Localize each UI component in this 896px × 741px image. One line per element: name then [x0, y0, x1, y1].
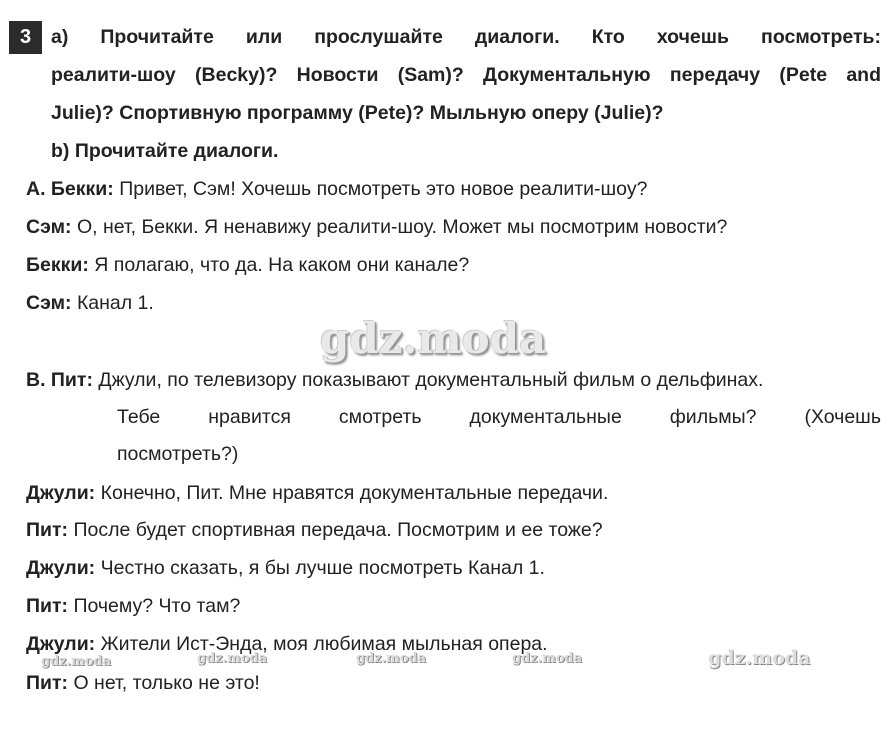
speech-text: О нет, только не это!	[73, 672, 260, 694]
dialogue-line	[26, 594, 240, 618]
task-a-line-3: Julie)? Спортивную программу (Pete)? Мыльную оперу (Julie)?	[51, 102, 664, 124]
dialogue-line	[26, 177, 647, 201]
speech-text: Жители Ист-Энда, моя любимая мыльная опера.	[100, 633, 548, 655]
speaker-label: Джули:	[26, 633, 96, 655]
watermark-main: gdz.moda	[320, 314, 547, 363]
speaker-label: Пит:	[26, 595, 69, 617]
watermark-small: gdz.moda	[356, 651, 427, 666]
watermark-right: gdz.moda	[708, 647, 811, 669]
dialogue-line	[26, 518, 603, 542]
speech-text: Почему? Что там?	[73, 595, 241, 617]
speaker-label: Бекки:	[26, 254, 89, 276]
dialogue-line	[26, 632, 548, 656]
speaker-label: Пит:	[26, 672, 69, 694]
dialogue-line	[26, 291, 154, 315]
task-a-line-2: реалити-шоу (Becky)? Новости (Sam)? Документальную передачу (Pete and	[51, 64, 881, 86]
dialogue-line	[26, 368, 763, 392]
task-b-instruction: b) Прочитайте диалоги.	[51, 140, 279, 162]
speaker-label: Сэм:	[26, 216, 72, 238]
speech-text: Я полагаю, что да. На каком они канале?	[94, 254, 470, 276]
watermark-small: gdz.moda	[41, 654, 112, 669]
dialogue-line	[26, 253, 469, 277]
speech-text: Канал 1.	[76, 292, 154, 314]
watermark-small: gdz.moda	[197, 651, 268, 666]
dialogue-line	[26, 215, 727, 239]
dialogue-line	[26, 556, 545, 580]
speech-text-continued: посмотреть?)	[117, 443, 239, 465]
dialogue-line	[26, 481, 608, 505]
speaker-label: Джули:	[26, 557, 96, 579]
speaker-label: В. Пит:	[26, 369, 93, 391]
dialogue-line	[26, 671, 260, 695]
speech-text: Привет, Сэм! Хочешь посмотреть это новое реалити-шоу?	[119, 178, 648, 200]
speaker-label: Пит:	[26, 519, 69, 541]
task-number-badge: 3	[9, 21, 42, 54]
speaker-label: Джули:	[26, 482, 96, 504]
speech-text: Конечно, Пит. Мне нравятся документальные передачи.	[100, 482, 609, 504]
speaker-label: А. Бекки:	[26, 178, 114, 200]
task-a-line-1: a) Прочитайте или прослушайте диалоги. Кто хочешь посмотреть:	[51, 26, 881, 48]
speech-text: Джули, по телевизору показывают документальный фильм о дельфинах.	[98, 369, 764, 391]
watermark-small: gdz.moda	[512, 651, 583, 666]
speech-text: О, нет, Бекки. Я ненавижу реалити-шоу. Может мы посмотрим новости?	[76, 216, 728, 238]
speech-text: После будет спортивная передача. Посмотрим и ее тоже?	[73, 519, 603, 541]
speech-text: Честно сказать, я бы лучше посмотреть Канал 1.	[100, 557, 545, 579]
speech-text-continued: Тебе нравится смотреть документальные фильмы? (Хочешь	[117, 406, 881, 428]
speaker-label: Сэм:	[26, 292, 72, 314]
